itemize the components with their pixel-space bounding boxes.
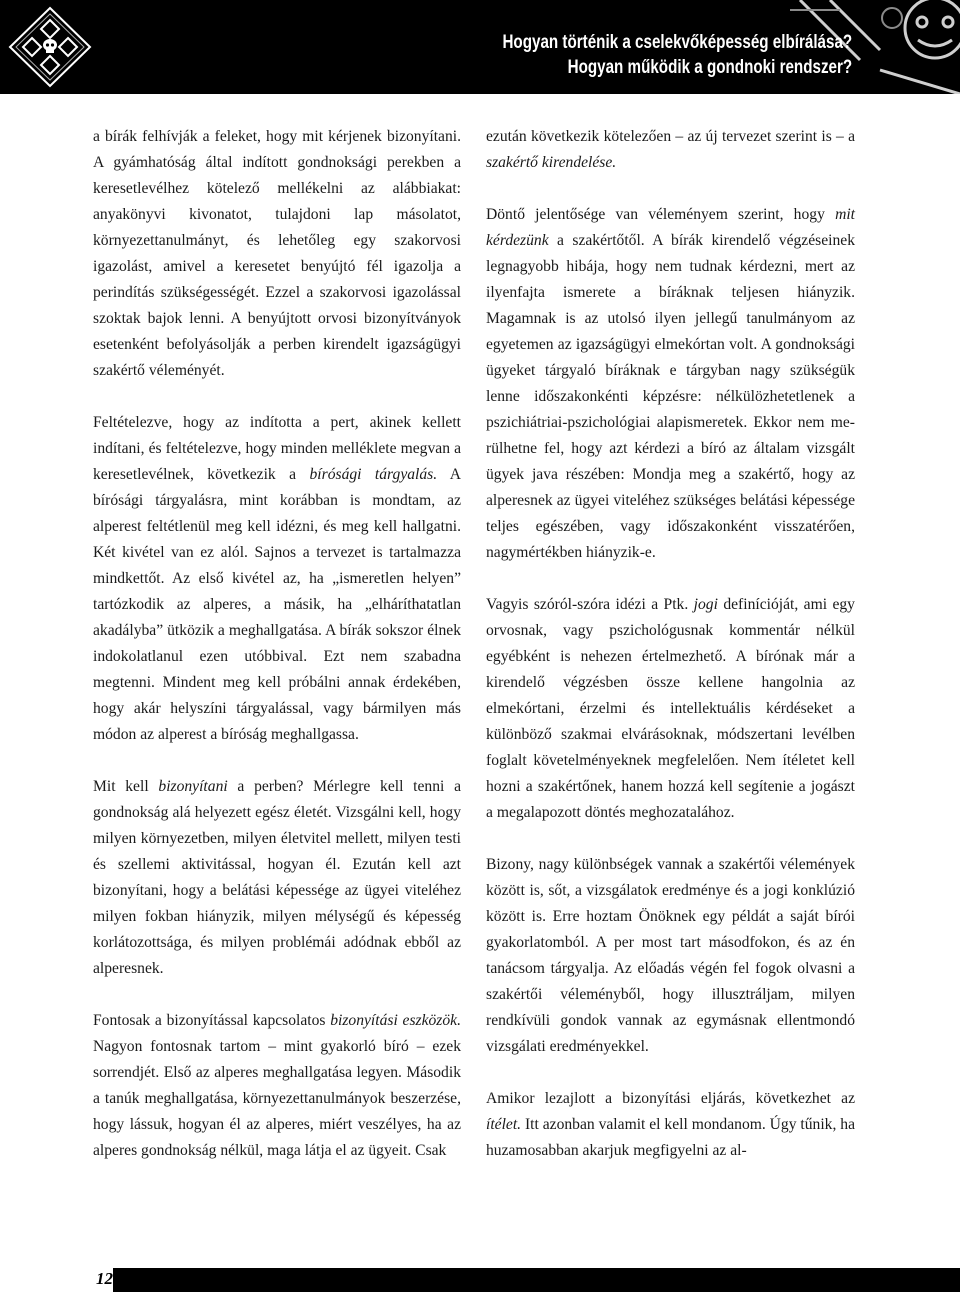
paragraph [486, 1086, 855, 1164]
paragraph-text: A bírósági tárgyalásra, mint korábban is mondtam, az alperest feltétlenül meg kell idézni, és meg kell hallgatni. Két kivétel van ez alól. Sajnos a tervezet is tartalmazza mindkettőt. Az első kivétel az, ha „ismeretlen helyen” tartózkodik az alperes, a másik, ha „elháríthatatlan akadályba” ütközik a meghallgatása. A bírák sokszor élnek indokolatlanul ezen utóbbival. Ezt nem szabadna megtenni. Mindent meg kell próbálni annak érdekében, hogy akár helyszíni tárgyalással, vagy bármilyen más módon az alperest a bíróság meghallgassa. [93, 466, 461, 743]
paragraph-text: a szakértőtől. A bírák kirendelő végzéseinek legnagyobb hibája, hogy nem tudnak kérdezni, mert az ilyenfajta ismerete a bíráknak teljesen hiányzik. Magamnak is az utolsó ilyen jellegű tanulmányom az egyetemen az igazságügyi elmekórtan volt. A gondnoksági ügyeket tárgyaló bíráknak e tárgyban nagy szükségük lenne időszakonkénti képzésre: nélkülözhetetlenek a pszichiátriai-pszichológiai alapismeretek. Ekkor nem merülhetne fel, hogy azt kérdezi a bíró az általam vizsgált ügyek java részében: Mondja meg a szakértő, hogy az alperesnek az ügyei viteléhez szükséges belátási képessége teljes egészében, vagy időszakonként visszatérően, nagymértékben hiányzik-e. [486, 232, 855, 561]
page-footer-bar [0, 1268, 960, 1292]
paragraph-text: Mit kell [93, 778, 159, 795]
page-number [0, 1268, 113, 1292]
paragraph-text: Nagyon fontosnak tartom – mint gyakorló bíró – ezek sorrendjét. Első az alperes meghallgatása legyen. Második a tanúk meghallgatása, környezettanulmányok beszerzése, hogy lássuk, hogyan él az alperes, miért veszélyes, ha az alperes gondnokság nélkül, maga látja el az ügyeit. Csak [93, 1038, 461, 1159]
italic-term: bírósági tárgyalás. [309, 466, 438, 483]
paragraph [486, 852, 855, 1060]
paragraph-text: Itt azonban valamit el kell mondanom. Úgy tűnik, ha huzamosabban akarjuk megfigyelni az al- [486, 1116, 855, 1159]
italic-term: ítélet. [486, 1116, 522, 1133]
right-column [486, 124, 855, 1164]
paragraph-text: Döntő jelentősége van véleményem szerint, hogy [486, 206, 836, 223]
paragraph-text: a bírák felhívják a feleket, hogy mit kérjenek bizonyítani. A gyámhatóság által indított gondnoksági perekben a keresetlevélhez kötelező mellékelni az alábbiakat: anyakönyvi kivonatot, tulajdoni lap másolatot, környezettanulmányt, és lehetőleg egy szakorvosi igazolást, amivel a keresetet benyújtó fél igazolja a perindítás szükségességét. Ezzel a szakorvosi igazolással szoktak bajok lenni. A benyújtott orvosi bizonyítványok esetenként befolyásolják a perben kirendelt igazságügyi szakértő véleményét. [93, 128, 461, 379]
header-title-line-1: Hogyan történik a cselekvőképesség elbírálása? [502, 32, 852, 53]
left-column [93, 124, 461, 1164]
italic-term: szakértő kirendelése. [486, 154, 617, 171]
paragraph-text: Bizony, nagy különbségek vannak a szakértői vélemények között is, sőt, a vizsgálatok eredménye és a jogi konklúzió között is. Erre hoztam Önöknek egy példát a saját bírói gyakorlatomból. A per most tart másodfokon, és az én tanácsom tárgyalja. Az előadás végén fel fogok olvasni a szakértői véleményből, hogy illusztráljam, milyen rendkívüli gondok vannak az egymásnak ellentmondó vizsgálati eredményekkel. [486, 856, 855, 1055]
paragraph-text: definícióját, ami egy orvosnak, vagy pszichológusnak kommentár nélkül egyébként is nehezen értelmezhető. A bírónak már a kirendelő végzésben össze kellene hangolnia az elmekórtani, érzelmi és intellektuális kérdéseket a különböző szakmai elvárásoknak, módszertani levélben foglalt követelményeknek megfelelően. Nem ítéletet kell hozni a szakértőnek, hanem hozzá kell segítenie a jogászt a megalapozott döntés meghozatalához. [486, 596, 855, 821]
paragraph [486, 202, 855, 566]
paragraph-text: Feltételezve, hogy az indította a pert, akinek kellett indítani, és feltételezve, hogy minden melléklete megvan a keresetlevélnek, következik a [93, 414, 461, 483]
italic-term: mit kérdezünk [486, 206, 855, 249]
paragraph [486, 124, 855, 176]
italic-term: bizonyítási eszközök. [330, 1012, 461, 1029]
paragraph [93, 1008, 461, 1164]
header-title [502, 30, 852, 80]
page-number-text: 12 [96, 1269, 113, 1288]
diamond-logo-icon [0, 0, 100, 94]
paragraph-text: Vagyis szóról-szóra idézi a Ptk. [486, 596, 694, 613]
page-header [0, 0, 960, 94]
paragraph [93, 410, 461, 748]
paragraph-text: Amikor lezajlott a bizonyítási eljárás, következhet az [486, 1090, 855, 1107]
paragraph [486, 592, 855, 826]
paragraph-text: ezután következik kötelezően – az új tervezet szerint is – a [486, 128, 855, 145]
italic-term: jogi [693, 596, 718, 613]
paragraph [93, 774, 461, 982]
italic-term: bizonyítani [158, 778, 228, 795]
paragraph-text: a perben? Mérlegre kell tenni a gondnokság alá helyezett egész életét. Vizsgálni kell, hogy milyen környezetben, milyen életvitel mellett, milyen testi és szellemi aktivitással, hogyan él. Ezután kell azt bizonyítani, hogy a belátási képessége az ügyei viteléhez milyen fokban hiányzik, milyen mélységű és képesség korlátozottsága, és milyen problémái adódnak ebből az alperesnek. [93, 778, 461, 977]
paragraph [93, 124, 461, 384]
paragraph-text: Fontosak a bizonyítással kapcsolatos [93, 1012, 331, 1029]
header-title-line-2: Hogyan működik a gondnoki rendszer? [567, 57, 852, 78]
